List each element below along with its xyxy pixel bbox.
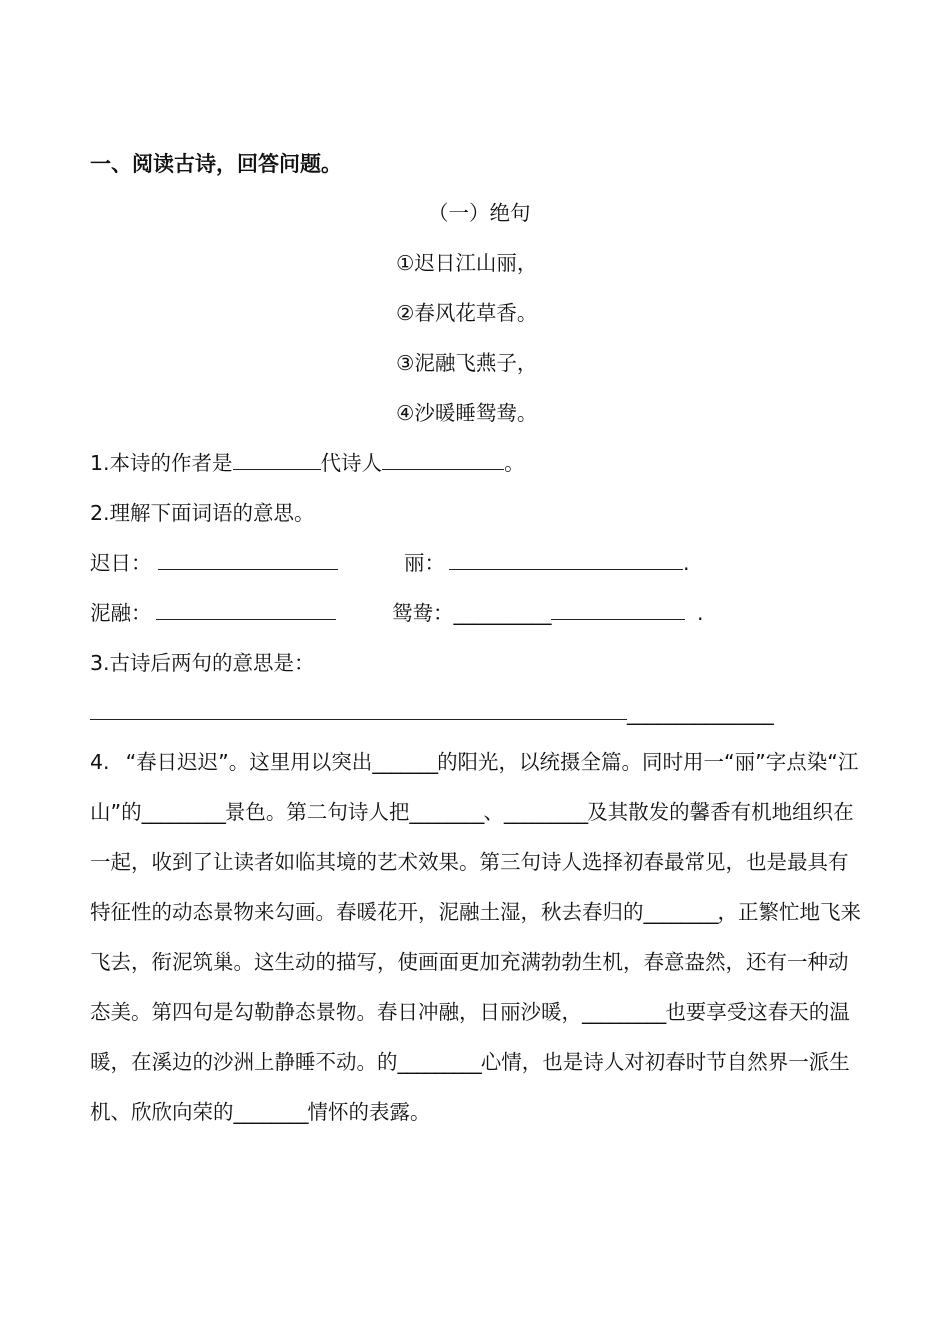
- q4-number: 4.: [90, 750, 110, 774]
- poem-line-3: ③泥融飞燕子，: [396, 351, 538, 375]
- question-1: [90, 453, 525, 474]
- q3-answer-blank[interactable]: [90, 718, 627, 720]
- poem-line-1: ①迟日江山丽，: [396, 251, 538, 275]
- q4-text-5: 及其散发的馨香有机地组织在一起，收到了让读者如临其境的艺术效果。第三句诗人选择初春最常见，也是最具有特征性的动态景物来勾画。春暖花开，泥融土湿，秋去春归的: [90, 800, 854, 924]
- question-2-prompt: 2.理解下面词语的意思。: [90, 501, 315, 525]
- q2-word-2-end: .: [683, 551, 690, 575]
- q2-word-1: 迟日：: [90, 551, 152, 575]
- q1-dynasty-blank[interactable]: [233, 468, 321, 470]
- q2-row-1-right: [404, 553, 690, 574]
- q4-text-6: ，正繁忙地飞来飞去，衔泥筑巢。这生动的描写，使画面更加充满勃勃生机，春意盎然，还有一种动态美。第四句是勾勒静态景物。春日冲融，日丽沙暖，: [90, 900, 861, 1024]
- q2-row-2: [90, 603, 336, 624]
- q1-text-b: 代诗人: [320, 451, 383, 475]
- q4-blank-1[interactable]: _______: [372, 750, 438, 774]
- poem-title: （一）绝句: [428, 201, 531, 225]
- q2-word-2-blank[interactable]: [449, 568, 683, 570]
- q4-blank-7[interactable]: _________: [397, 1050, 481, 1074]
- q2-word-4-end: .: [697, 601, 704, 625]
- q2-word-2: 丽：: [404, 551, 445, 575]
- q3-answer-line: [90, 703, 773, 724]
- q2-word-4-blank-a[interactable]: __________: [453, 601, 551, 625]
- q4-blank-5[interactable]: ________: [643, 900, 718, 924]
- q2-row-2-right: [392, 603, 704, 624]
- q4-blank-8[interactable]: ________: [233, 1100, 308, 1124]
- q1-text-a: 1.本诗的作者是: [90, 451, 233, 475]
- q2-word-1-blank[interactable]: [158, 568, 338, 570]
- q2-word-4: 鸳鸯：: [392, 601, 454, 625]
- q4-text-1: “春日迟迟”。这里用以突出: [125, 750, 373, 774]
- q2-word-3: 泥融：: [90, 601, 152, 625]
- q1-poet-blank[interactable]: [382, 468, 504, 470]
- q4-text-3: 景色。第二句诗人把: [224, 800, 410, 824]
- section-title: 一、阅读古诗，回答问题。: [90, 152, 342, 176]
- question-4-paragraph: [90, 737, 862, 1137]
- q4-text-9: 情怀的表露。: [307, 1100, 431, 1124]
- q4-blank-2[interactable]: _________: [141, 800, 225, 824]
- q4-text-4: 、: [483, 800, 504, 824]
- q2-word-4-blank-b[interactable]: [551, 618, 685, 620]
- q4-text-2: 的阳光，以统摄全篇。同时用一“丽”字点染“江山”的: [90, 750, 859, 824]
- q4-blank-6[interactable]: _________: [582, 1000, 666, 1024]
- q4-text-7: 也要享受这春天的温暖，在溪边的沙洲上静睡不动。的: [90, 1000, 850, 1074]
- q1-text-c: 。: [504, 451, 525, 475]
- q2-row-1: [90, 553, 338, 574]
- question-3-prompt: 3.古诗后两句的意思是：: [90, 651, 315, 675]
- q4-blank-4[interactable]: _________: [503, 800, 588, 824]
- q2-word-3-blank[interactable]: [156, 618, 336, 620]
- q4-blank-3[interactable]: ________: [409, 800, 484, 824]
- q3-answer-blank-tail[interactable]: _______________: [627, 701, 774, 725]
- poem-line-2: ②春风花草香。: [396, 301, 538, 325]
- poem-line-4: ④沙暖睡鸳鸯。: [396, 401, 538, 425]
- q4-text-8: 心情，也是诗人对初春时节自然界一派生机、欣欣向荣的: [90, 1050, 850, 1124]
